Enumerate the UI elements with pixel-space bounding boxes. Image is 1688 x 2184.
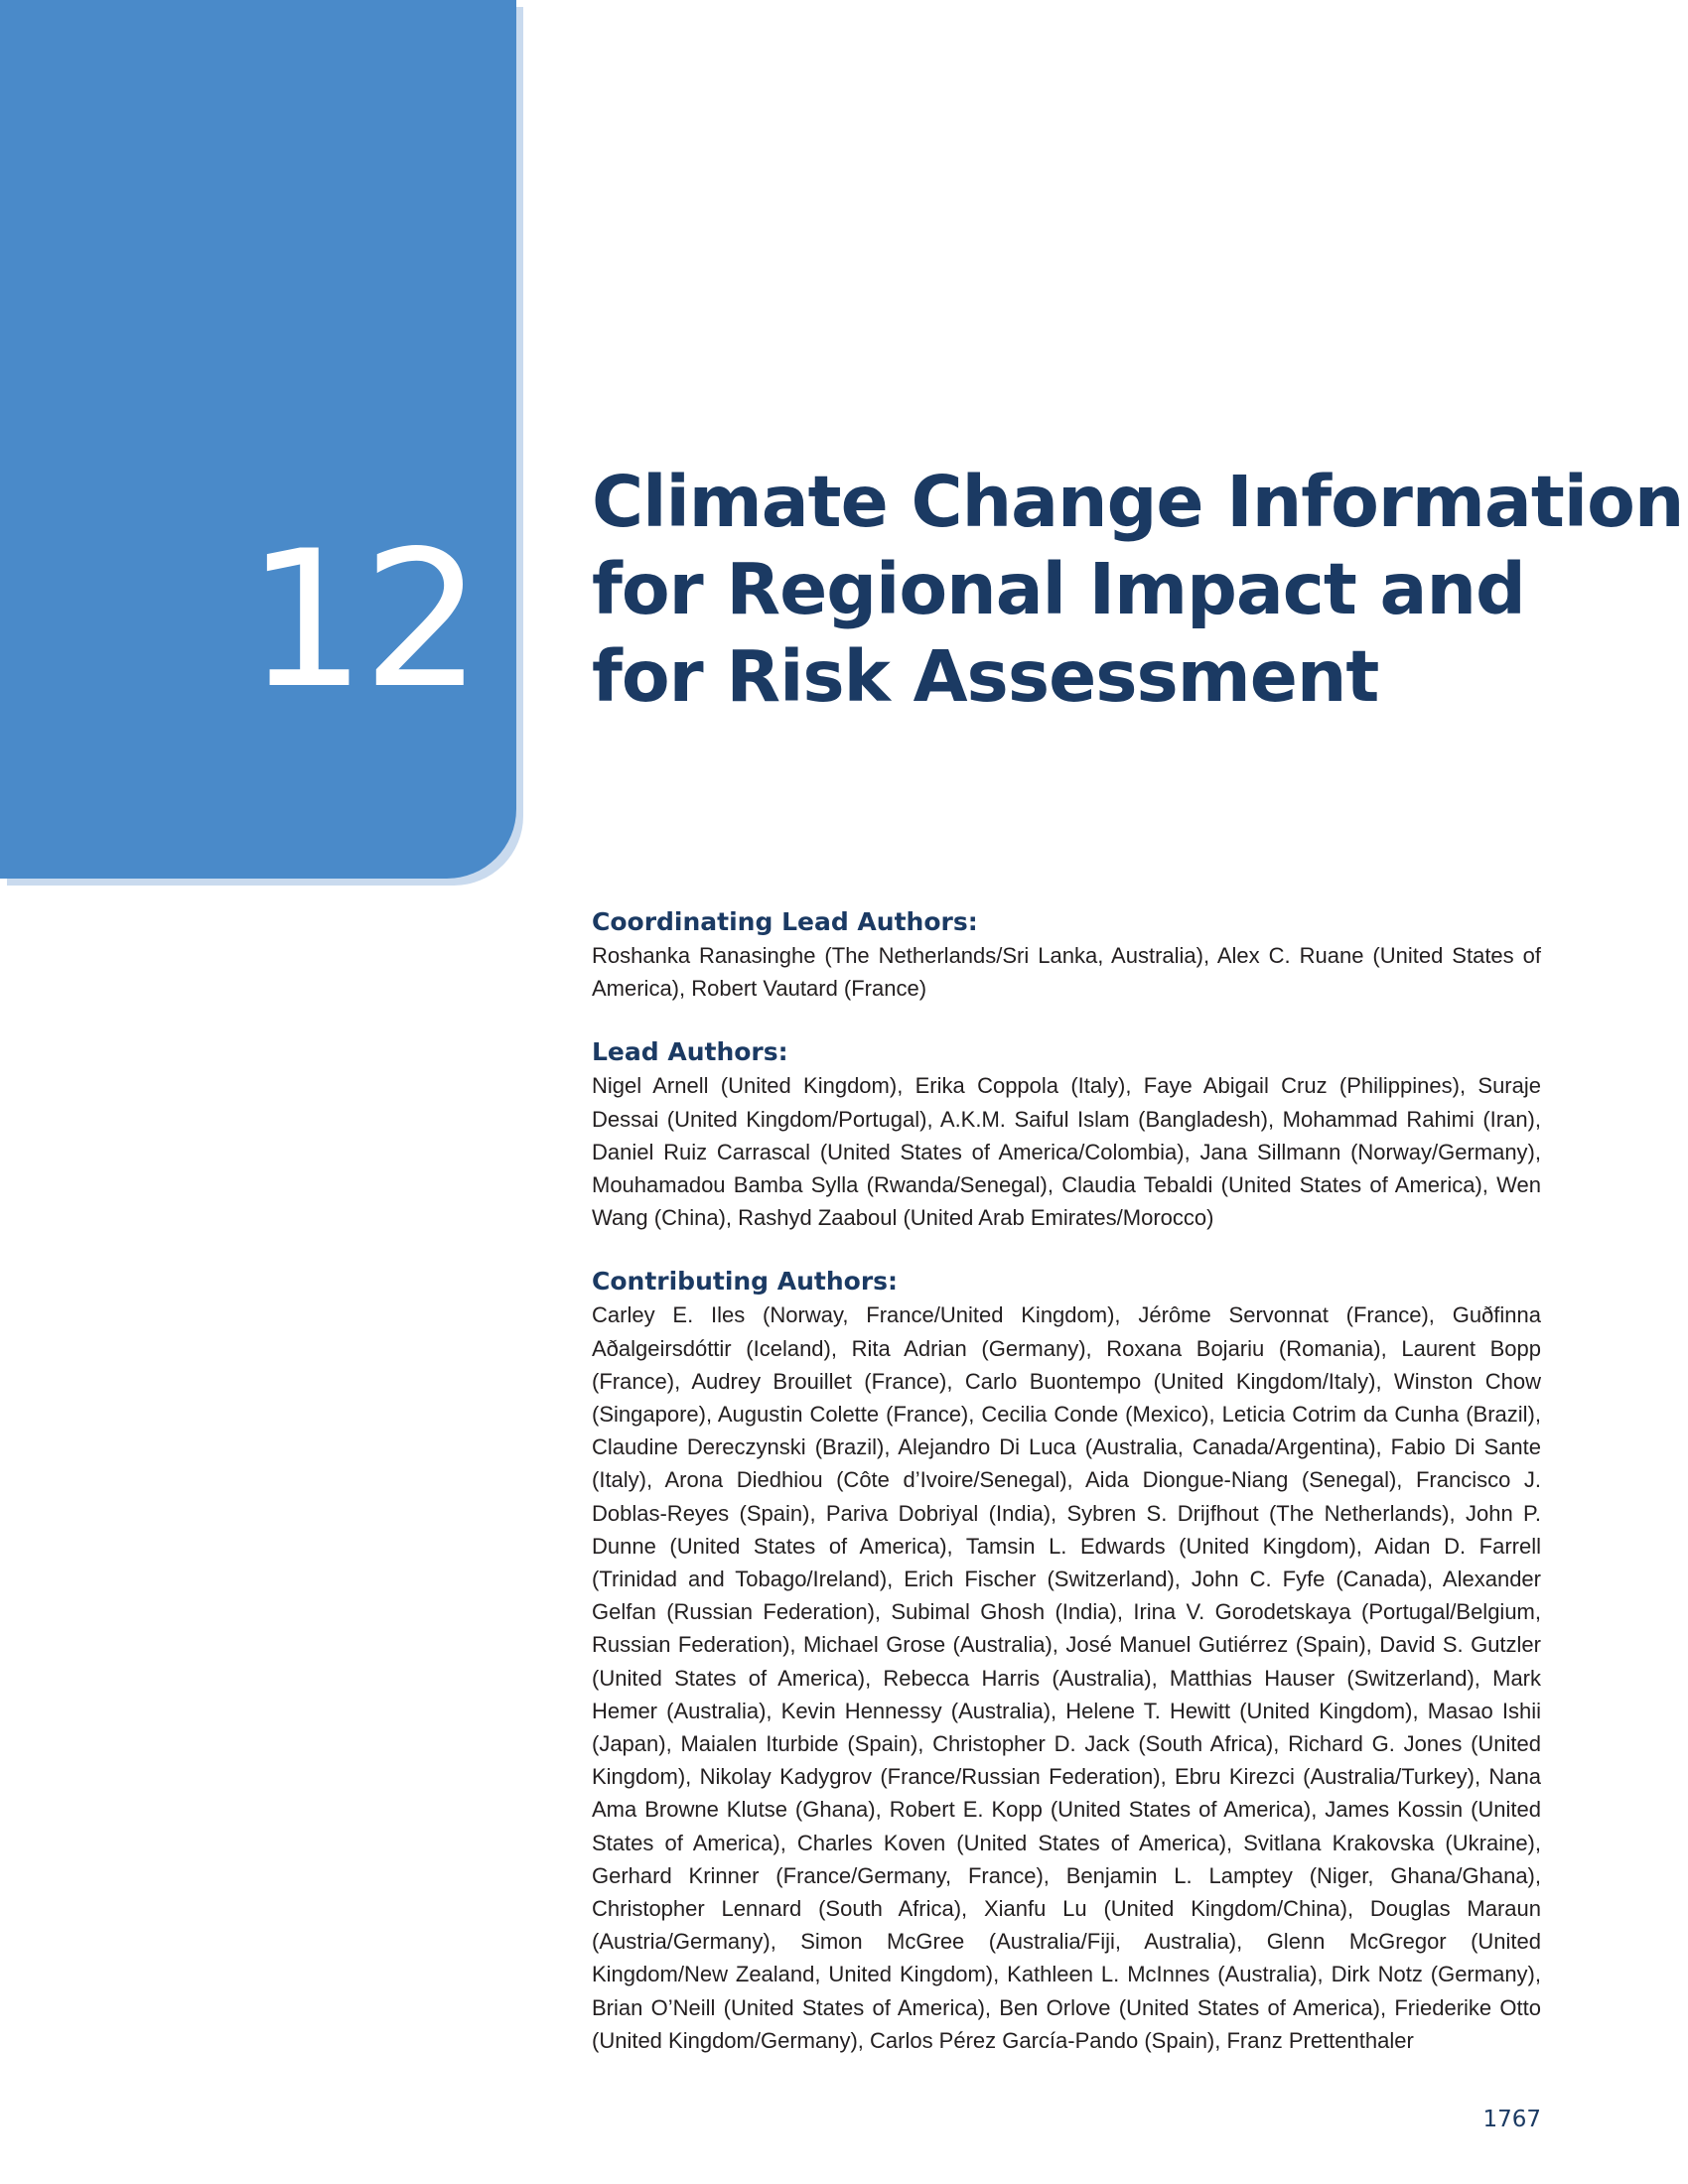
chapter-title-line: for Regional Impact and [592,548,1525,630]
chapter-title-line: Climate Change Information [592,461,1684,543]
contributing-authors-list: Carley E. Iles (Norway, France/United Kingdom), Jérôme Servonnat (France), Guðfinna Aðalgeirsdóttir (Iceland), Rita Adrian (Germany), Roxana Bojariu (Romania), Laurent Bopp (France), Audrey Brouillet (France), Carlo Buontempo (United Kingdom/Italy), Winston Chow (Singapore), Augustin Colette (France), Cecilia Conde (Mexico), Leticia Cotrim da Cunha (Brazil), Claudine Dereczynski (Brazil), Alejandro Di Luca (Australia, Canada/Argentina), Fabio Di Sante (Italy), Arona Diedhiou (Côte d’Ivoire/Senegal), Aida Diongue-Niang (Senegal), Francisco J. Doblas-Reyes (Spain), Pariva Dobriyal (India), Sybren S. Drijfhout (The Netherlands), John P. Dunne (United States of America), Tamsin L. Edwards (United Kingdom), Aidan D. Farrell (Trinidad and Tobago/Ireland), Erich Fischer (Switzerland), John C. Fyfe (Canada), Alexander Gelfan (Russian Federation), Subimal Ghosh (India), Irina V. Gorodetskaya (Portugal/Belgium, Russian Federation), Michael Grose (Australia), José Manuel Gutiérrez (Spain), David S. Gutzler (United States of America), Rebecca Harris (Australia), Matthias Hauser (Switzerland), Mark Hemer (Australia), Kevin Hennessy (Australia), Helene T. Hewitt (United Kingdom), Masao Ishii (Japan), Maialen Iturbide (Spain), Christopher D. Jack (South Africa), Richard G. Jones (United Kingdom), Nikolay Kadygrov (France/Russian Federation), Ebru Kirezci (Australia/Turkey), Nana Ama Browne Klutse (Ghana), Robert E. Kopp (United States of America), James Kossin (United States of America), Charles Koven (United States of America), Svitlana Krakovska (Ukraine), Gerhard Krinner (France/Germany, France), Benjamin L. Lamptey (Niger, Ghana/Ghana), Christopher Lennard (South Africa), Xianfu Lu (United Kingdom/China), Douglas Maraun (Austria/Germany), Simon McGree (Australia/Fiji, Australia), Glenn McGregor (United Kingdom/New Zealand, United Kingdom), Kathleen L. McInnes (Australia), Dirk Notz (Germany), Brian O’Neill (United States of America), Ben Orlove (United States of America), Friederike Otto (United Kingdom/Germany), Carlos Pérez García-Pando (Spain), Franz Prettenthaler [592,1302,1541,2053]
contributing-authors-section [592,1265,1541,2057]
coordinating-lead-authors-heading: Coordinating Lead Authors: [592,907,978,936]
lead-authors-section [592,1035,1541,1234]
chapter-title-line: for Risk Assessment [592,635,1379,718]
lead-authors-list: Nigel Arnell (United Kingdom), Erika Coppola (Italy), Faye Abigail Cruz (Philippines), Suraje Dessai (United Kingdom/Portugal), A.K.M. Saiful Islam (Bangladesh), Mohammad Rahimi (Iran), Daniel Ruiz Carrascal (United States of America/Colombia), Jana Sillmann (Norway/Germany), Mouhamadou Bamba Sylla (Rwanda/Senegal), Claudia Tebaldi (United States of America), Wen Wang (China), Rashyd Zaaboul (United Arab Emirates/Morocco) [592,1073,1541,1231]
page-number: 1767 [1482,2107,1541,2132]
author-list [592,905,1541,2088]
coordinating-lead-authors-list: Roshanka Ranasinghe (The Netherlands/Sri Lanka, Australia), Alex C. Ruane (United States of America), Robert Vautard (France) [592,943,1541,1002]
chapter-number: 12 [246,510,479,730]
chapter-title [592,459,1684,721]
lead-authors-heading: Lead Authors: [592,1037,788,1067]
chapter-number-block [0,0,516,879]
coordinating-lead-authors-section [592,905,1541,1005]
contributing-authors-heading: Contributing Authors: [592,1267,899,1297]
